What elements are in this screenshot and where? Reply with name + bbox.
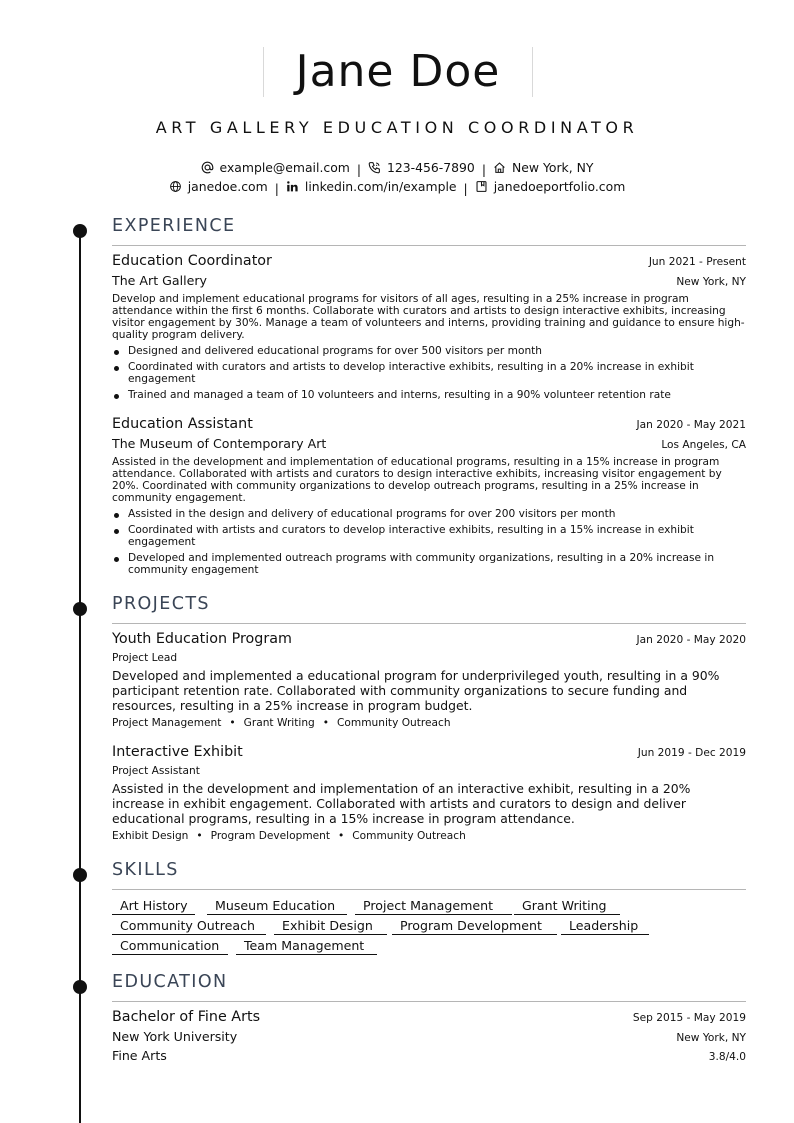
experience-organization: The Art Gallery (112, 273, 208, 288)
email-text: example@email.com (219, 160, 350, 175)
contact-separator: | (274, 181, 279, 196)
experience-summary: Assisted in the development and implementation of educational programs, resulting in a 15% increase in program attendance. Collaborated with artists and curators to design interactive exhibits, increasing visitor engagement by 20%. Coordinated with community organizations to develop outreach programs, resulting in a 25% increase in community engagement. (112, 456, 722, 504)
bullet-item: Developed and implemented outreach programs with community organizations, resulting in a 20% increase in community engagement (112, 552, 746, 576)
skill-chip: Community Outreach (112, 918, 266, 935)
experience-role: Education Assistant (112, 416, 253, 432)
section-divider (112, 623, 746, 624)
project-tag: Grant Writing (243, 717, 315, 729)
project-tag: Exhibit Design (112, 830, 189, 842)
skill-chip: Project Management (355, 898, 512, 915)
tag-separator: • (229, 717, 236, 729)
project-tag: Project Management (112, 717, 222, 729)
candidate-name: Jane Doe (295, 46, 501, 97)
tag-separator: • (338, 830, 345, 842)
phone-item[interactable] (368, 160, 475, 175)
bullet-item: Coordinated with artists and curators to develop interactive exhibits, resulting in a 15% increase in exhibit engagement (112, 524, 746, 548)
project-tags (112, 717, 451, 729)
bullet-item: Coordinated with curators and artists to develop interactive exhibits, resulting in a 20% increase in exhibit engagement (112, 361, 746, 385)
bullet-item: Trained and managed a team of 10 volunteers and interns, resulting in a 90% volunteer retention rate (112, 389, 746, 401)
home-icon (493, 161, 506, 174)
education-school-row (112, 1029, 746, 1044)
experience-location: Los Angeles, CA (661, 439, 746, 451)
section-divider (112, 245, 746, 246)
project-2-header (112, 744, 746, 760)
education-dates: Sep 2015 - May 2019 (632, 1012, 746, 1024)
experience-2-org (112, 436, 746, 451)
bullet-item: Assisted in the design and delivery of educational programs for over 200 visitors per month (112, 508, 746, 520)
skill-chip: Exhibit Design (274, 918, 387, 935)
education-degree: Bachelor of Fine Arts (112, 1009, 261, 1025)
phone-text: 123-456-7890 (387, 160, 475, 175)
skill-chip: Leadership (561, 918, 649, 935)
linkedin-icon (286, 180, 299, 193)
experience-dates: Jun 2021 - Present (648, 256, 746, 268)
education-field-row (112, 1048, 746, 1063)
portfolio-item[interactable] (475, 179, 626, 194)
section-heading-skills: SKILLS (112, 860, 179, 880)
phone-icon (368, 161, 381, 174)
timeline-dot-education (73, 980, 87, 994)
experience-organization: The Museum of Contemporary Art (112, 436, 327, 451)
project-tag: Community Outreach (337, 717, 451, 729)
contact-line-1 (0, 160, 794, 177)
project-tag: Program Development (210, 830, 331, 842)
project-name: Interactive Exhibit (112, 744, 243, 760)
experience-2-header (112, 416, 746, 432)
project-tags (112, 830, 466, 842)
project-role: Project Lead (112, 652, 178, 664)
project-tag: Community Outreach (352, 830, 466, 842)
tag-separator: • (196, 830, 203, 842)
experience-location: New York, NY (676, 276, 746, 288)
project-1-role-row (112, 652, 746, 664)
at-icon (201, 161, 214, 174)
job-title: ART GALLERY EDUCATION COORDINATOR (155, 118, 639, 137)
education-location: New York, NY (676, 1032, 746, 1044)
location-item (493, 160, 593, 175)
name-frame (263, 47, 533, 97)
project-1-header (112, 631, 746, 647)
education-header (112, 1009, 746, 1025)
linkedin-text: linkedin.com/in/example (304, 179, 457, 194)
project-description: Assisted in the development and implementation of an interactive exhibit, resulting in a 20% increase in exhibit engagement. Collaborated with artists and curators to design and deliver educational programs, resulting in a 15% increase in program attendance. (112, 781, 691, 826)
contact-separator: | (463, 181, 468, 196)
section-divider (112, 889, 746, 890)
project-description: Developed and implemented a educational program for underprivileged youth, resulting in a 90% participant retention rate. Collaborated with community organizations to secure funding and resources, resulting in a 25% increase in program budget. (112, 668, 720, 713)
experience-dates: Jan 2020 - May 2021 (636, 419, 746, 431)
contact-separator: | (481, 162, 486, 177)
skill-chip: Communication (112, 938, 228, 955)
contact-line-2 (0, 179, 794, 196)
timeline-dot-skills (73, 868, 87, 882)
project-name: Youth Education Program (112, 631, 292, 647)
timeline-dot-projects (73, 602, 87, 616)
skill-chip: Program Development (392, 918, 557, 935)
section-heading-experience: EXPERIENCE (112, 216, 236, 236)
project-dates: Jun 2019 - Dec 2019 (637, 747, 746, 759)
education-gpa: 3.8/4.0 (708, 1051, 746, 1063)
experience-1-header (112, 253, 746, 269)
project-role: Project Assistant (112, 765, 200, 777)
project-dates: Jan 2020 - May 2020 (636, 634, 746, 646)
skill-chip: Team Management (236, 938, 377, 955)
education-field: Fine Arts (112, 1048, 167, 1063)
project-2-role-row (112, 765, 746, 777)
timeline-dot-experience (73, 224, 87, 238)
tag-separator: • (322, 717, 330, 729)
linkedin-item[interactable] (286, 179, 457, 194)
email-item[interactable] (201, 160, 350, 175)
experience-1-org (112, 273, 746, 288)
experience-role: Education Coordinator (112, 253, 272, 269)
section-heading-education: EDUCATION (112, 972, 228, 992)
skill-chip: Art History (112, 898, 195, 915)
education-school: New York University (112, 1029, 238, 1044)
experience-summary: Develop and implement educational programs for visitors of all ages, resulting in a 25% increase in program attendance within the first 6 months. Collaborate with curators and artists to design interactive exhibits, increasing visitor engagement by 30%. Manage a team of volunteers and interns, providing training and guidance to ensure high-quality program delivery. (112, 293, 745, 341)
website-text: janedoe.com (187, 179, 268, 194)
section-divider (112, 1001, 746, 1002)
portfolio-icon (475, 180, 488, 193)
globe-icon (169, 180, 182, 193)
portfolio-text: janedoeportfolio.com (493, 179, 626, 194)
section-heading-projects: PROJECTS (112, 594, 210, 614)
skill-chip: Museum Education (207, 898, 347, 915)
website-item[interactable] (169, 179, 268, 194)
skill-chip: Grant Writing (514, 898, 620, 915)
location-text: New York, NY (512, 160, 594, 175)
contact-separator: | (356, 162, 362, 177)
bullet-item: Designed and delivered educational programs for over 500 visitors per month (112, 345, 746, 357)
